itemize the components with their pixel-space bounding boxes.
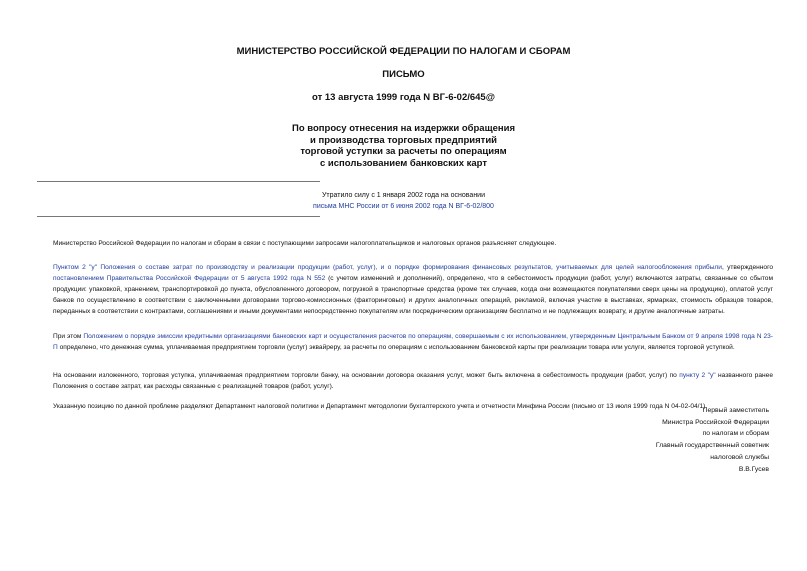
subject-line: По вопросу отнесения на издержки обращения	[291, 123, 516, 134]
paragraph-intro	[39, 238, 773, 249]
signature-line: Министра Российской Федерации	[662, 418, 769, 426]
signature-block	[569, 405, 769, 475]
regulation-link[interactable]: Пунктом 2 "у" Положения о составе затрат по производству и реализации продукции (работ, услуг), и о порядке формирования финансовых результатов, учитываемых для целей налогообложения прибыли	[53, 264, 722, 271]
paragraph-clause-2u	[39, 262, 773, 317]
subject-line: торговой уступки за расчеты по операциям	[300, 146, 507, 157]
signature-line: по налогам и сборам	[702, 430, 769, 438]
central-bank-regulation-link[interactable]: Положением о порядке эмиссии кредитными организациями банковских карт и осуществления расчетов по операциям, совершаемым с их использованием, утвержденным Центральным Банком от 9 апреля 1998 года N 23-П	[53, 333, 773, 351]
clause-2u-link[interactable]: пункту 2 "у"	[679, 372, 716, 379]
signer-name: В.В.Гусев	[738, 465, 769, 473]
paragraph-text: На основании изложенного, торговая уступка, уплачиваемая предприятием торговли банку, на основании договора оказания услуг, может быть включена в себестоимость продукции (работ, услуг) по	[53, 372, 680, 379]
signature-line: Главный государственный советник	[655, 442, 769, 450]
paragraph-text: определено, что денежная сумма, уплачиваемая предприятием торговли (услуг) эквайреру, за расчеты по операциям с использованием банковской карты при реализации товара или услуги, является торговой уступкой.	[57, 344, 735, 351]
paragraph-text: При этом	[53, 333, 84, 340]
document-subject	[0, 123, 807, 169]
document-date-number: от 13 августа 1999 года N ВГ-6-02/645@	[312, 92, 495, 103]
separator-line-bottom	[37, 216, 320, 217]
validity-note-text: Утратило силу с 1 января 2002 года на основании	[321, 192, 486, 199]
signature-line: налоговой службы	[710, 453, 769, 461]
subject-line: с использованием банковских карт	[319, 157, 487, 169]
validity-note-link[interactable]: письма МНС России от 6 июня 2002 года N ВГ-6-02/800	[313, 203, 494, 210]
paragraph-text: (с учетом изменений и дополнений), определено, что в себестоимость продукции (работ, услуг) включаются затраты, связанные со сбытом продукции: упаковкой, хранением, транспортировкой до пункта, обусловленного договором, погрузкой в транспортные средства (кроме тех случаев, когда они возмещаются покупателями сверх цены на продукцию), оплатой услуг банков по осуществлению в соответствии с заключенными договорами торгово-комиссионных (факторинговых) и других аналогичных операций, рекламой, включая участие в выставках, ярмарках, стоимость образцов товаров, переданных в соответствии с контрактами, соглашениями и иными документами непосредственно покупателям или посредническим организациям бесплатно и не подлежащих возврату, и другие аналогичные затраты.	[53, 275, 773, 315]
ministry-title: МИНИСТЕРСТВО РОССИЙСКОЙ ФЕДЕРАЦИИ ПО НАЛОГАМ И СБОРАМ	[236, 46, 571, 57]
paragraph-bank-cards	[39, 331, 773, 353]
paragraph-text: названного ранее Положения о составе затрат, как расходы связанные с реализацией товаров (работ, услуг).	[53, 372, 773, 390]
signature-line: Первый заместитель	[702, 407, 769, 414]
paragraph-text: , утвержденного	[721, 264, 773, 271]
subject-line: и производства торговых предприятий	[309, 134, 497, 146]
paragraph-text: Министерство Российской Федерации по налогам и сборам в связи с поступающими запросами налогоплательщиков и налоговых органов разъясняет следующее.	[53, 240, 557, 247]
paragraph-conclusion	[39, 370, 773, 392]
paragraph-text: Указанную позицию по данной проблеме разделяют Департамент налоговой политики и Департамент методологии бухгалтерского учета и отчетности Минфина России (письмо от 13 июля 1999 года N 04-02-04/1).	[53, 403, 708, 410]
document-type: ПИСЬМО	[382, 69, 425, 80]
separator-line-top	[37, 181, 320, 182]
government-decree-link[interactable]: постановлением Правительства Российской Федерации от 5 августа 1992 года N 552	[53, 275, 326, 282]
